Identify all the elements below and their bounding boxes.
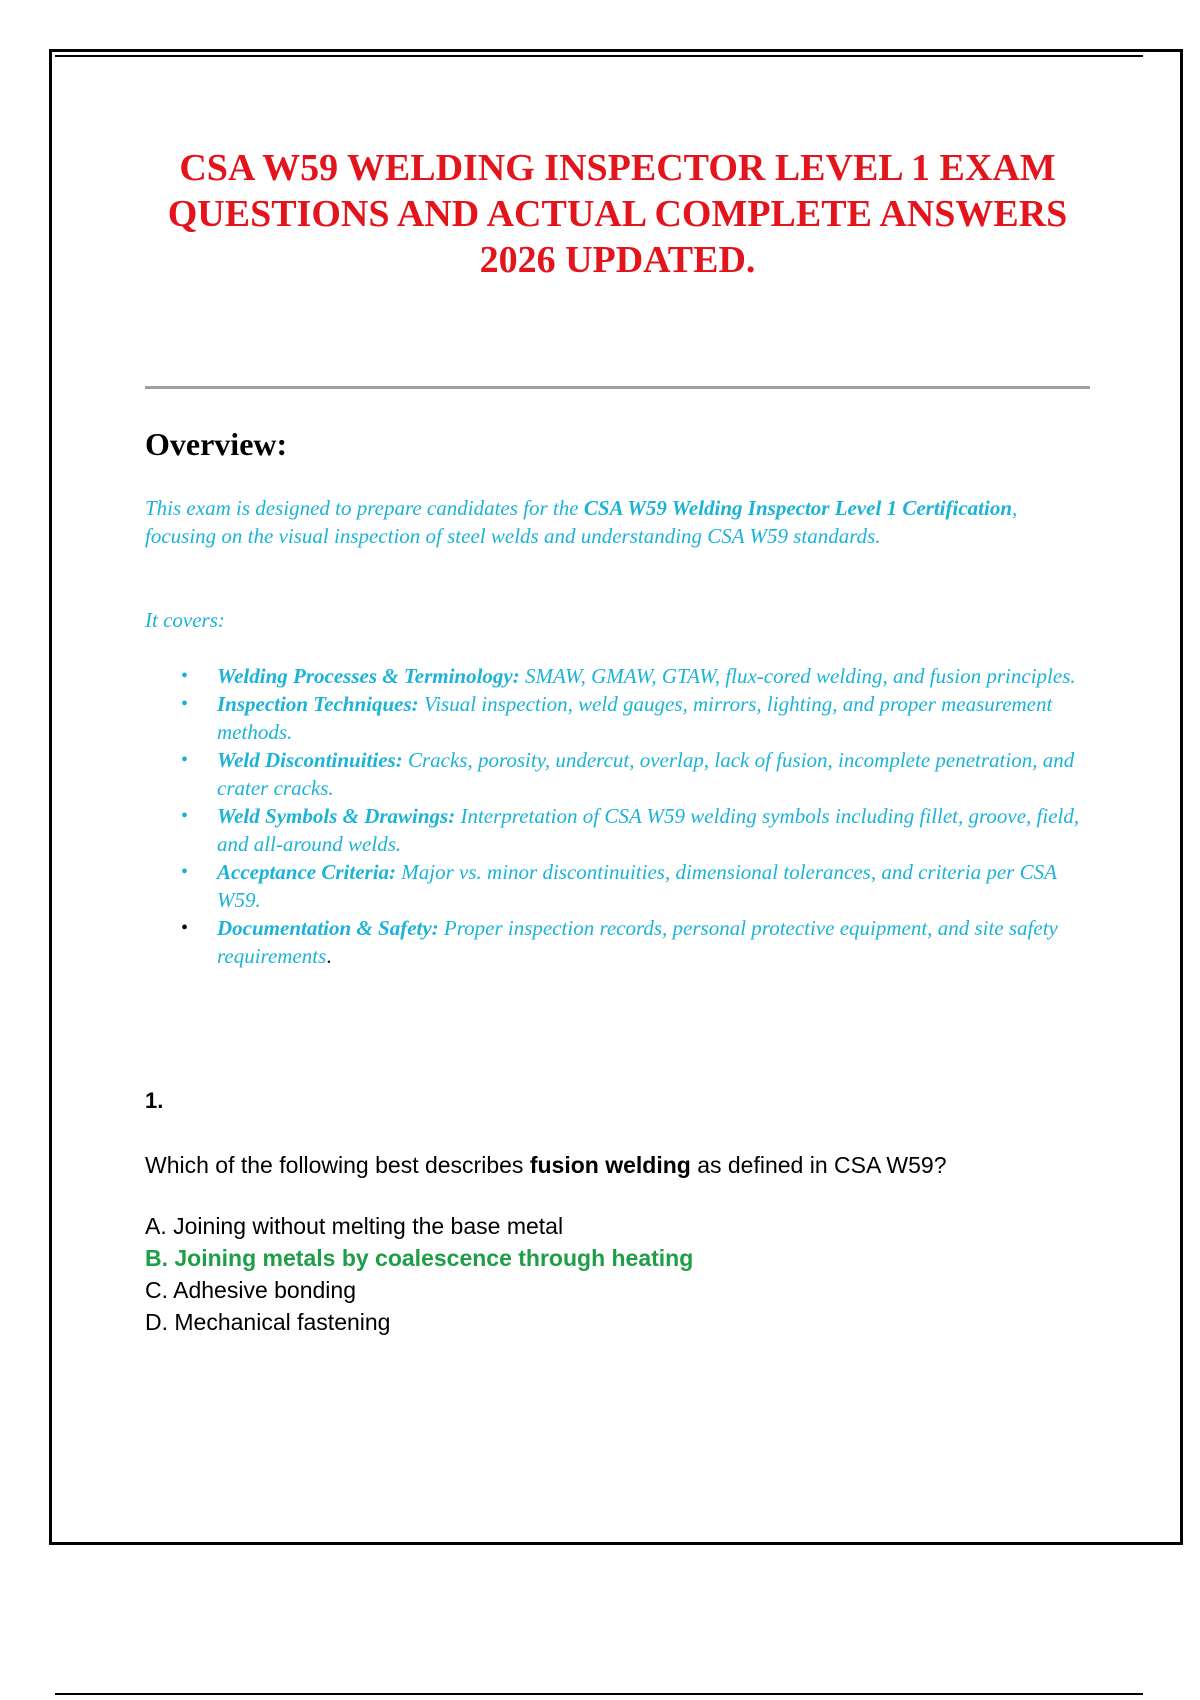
document-title: CSA W59 WELDING INSPECTOR LEVEL 1 EXAM QUESTIONS AND ACTUAL COMPLETE ANSWERS 2026 UPDATED. <box>167 147 1068 281</box>
title-divider <box>145 386 1090 389</box>
question-text-before: Which of the following best describes <box>145 1152 530 1178</box>
topic-text: Cracks, porosity, undercut, overlap, lack of fusion, incomplete penetration, and crater cracks. <box>217 748 1075 800</box>
question-text-after: as defined in CSA W59? <box>690 1152 947 1178</box>
topic-list <box>145 662 1090 970</box>
topic-item <box>145 746 1090 802</box>
bullet-icon: • <box>181 861 189 883</box>
bullet-icon: • <box>181 665 189 687</box>
topic-text: Visual inspection, weld gauges, mirrors, lighting, and proper measurement methods. <box>217 692 1053 744</box>
bullet-icon: • <box>181 917 189 939</box>
topic-name: Inspection Techniques: <box>217 692 419 716</box>
answer-option-d: D. Mechanical fastening <box>145 1309 391 1335</box>
intro-text-after: , focusing on the visual inspection of steel welds and understanding CSA W59 standards. <box>145 496 1018 548</box>
top-rule <box>55 55 1143 57</box>
covers-label: It covers: <box>145 608 225 632</box>
topic-item <box>145 858 1090 914</box>
topic-name: Documentation & Safety: <box>217 916 439 940</box>
topic-item <box>145 662 1090 690</box>
question-text <box>145 1150 1095 1180</box>
overview-heading: Overview: <box>145 426 288 462</box>
bullet-icon: • <box>181 693 189 715</box>
question-key-term: fusion welding <box>529 1152 691 1178</box>
topic-item <box>145 690 1090 746</box>
topic-item <box>145 802 1090 858</box>
question-number: 1. <box>145 1088 164 1113</box>
topic-text: Interpretation of CSA W59 welding symbols including fillet, groove, field, and all-around welds. <box>217 804 1080 856</box>
topic-text: SMAW, GMAW, GTAW, flux-cored welding, and fusion principles. <box>519 664 1076 688</box>
intro-text-before: This exam is designed to prepare candidates for the <box>145 496 584 520</box>
topic-text: Major vs. minor discontinuities, dimensional tolerances, and criteria per CSA W59. <box>217 860 1057 912</box>
topic-name: Welding Processes & Terminology: <box>217 664 520 688</box>
intro-certification-name: CSA W59 Welding Inspector Level 1 Certification <box>583 496 1013 520</box>
topic-name: Acceptance Criteria: <box>217 860 397 884</box>
answer-option-a: A. Joining without melting the base metal <box>145 1213 564 1239</box>
bottom-rule <box>55 1693 1143 1695</box>
topic-item <box>145 914 1090 970</box>
bullet-icon: • <box>181 805 189 827</box>
answer-option-c: C. Adhesive bonding <box>145 1277 356 1303</box>
topic-end-period: . <box>326 944 332 968</box>
bullet-icon: • <box>181 749 189 771</box>
overview-intro <box>145 494 1070 550</box>
answer-options <box>145 1210 693 1338</box>
topic-name: Weld Discontinuities: <box>217 748 403 772</box>
topic-name: Weld Symbols & Drawings: <box>217 804 456 828</box>
answer-option-b-correct: B. Joining metals by coalescence through heating <box>145 1245 694 1271</box>
topic-text: Proper inspection records, personal protective equipment, and site safety requirements <box>217 916 1058 968</box>
